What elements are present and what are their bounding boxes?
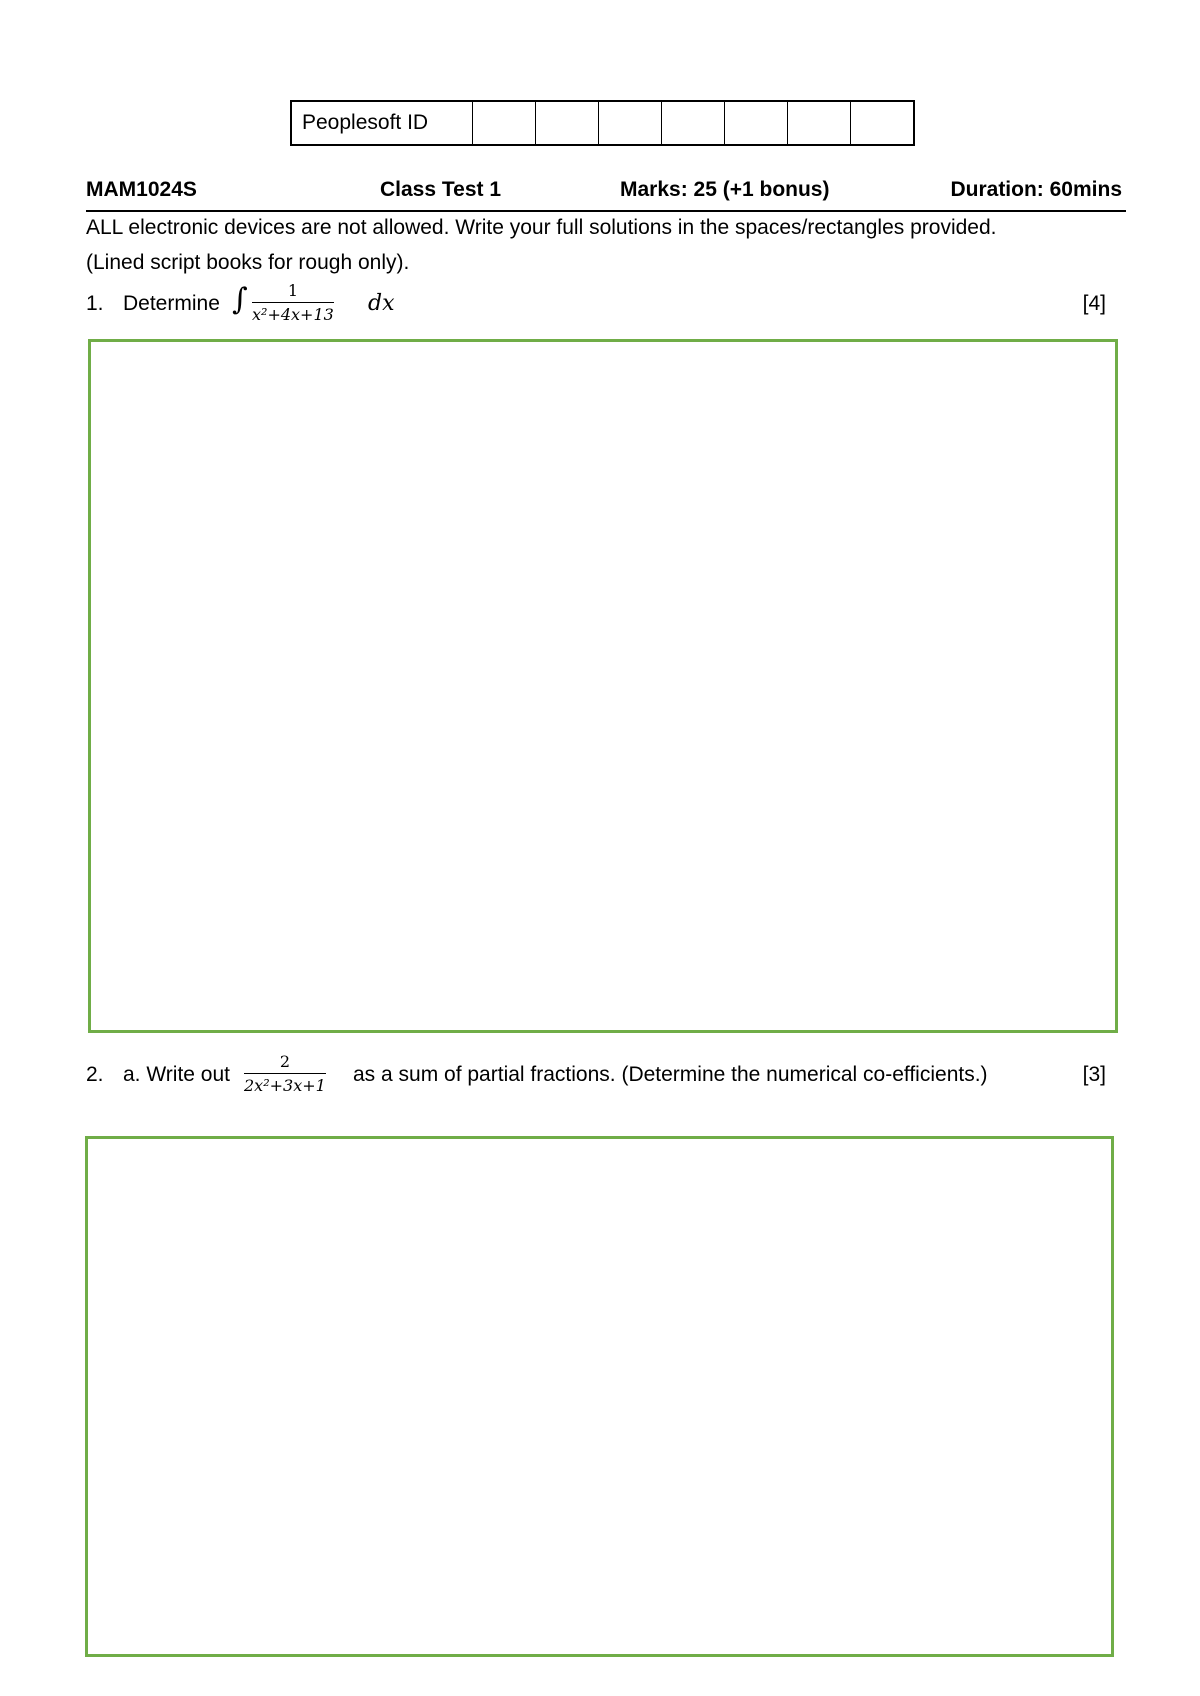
course-code: MAM1024S (86, 178, 197, 201)
total-marks: Marks: 25 (+1 bonus) (620, 178, 830, 201)
id-digit-cell[interactable] (851, 101, 915, 145)
question-marks: [3] (1082, 1063, 1106, 1086)
peoplesoft-id-label: Peoplesoft ID (291, 101, 473, 145)
peoplesoft-id-table (290, 100, 915, 146)
test-title: Class Test 1 (380, 178, 502, 201)
id-digit-cell[interactable] (788, 101, 851, 145)
fraction (252, 281, 334, 324)
fraction-denominator: 2x²+3x+1 (244, 1073, 326, 1095)
fraction-denominator: x²+4x+13 (252, 302, 334, 324)
fraction-numerator: 1 (287, 281, 298, 300)
differential: dx (368, 291, 395, 316)
id-digit-cell[interactable] (725, 101, 788, 145)
question-marks: [4] (1082, 292, 1106, 315)
fraction-numerator: 2 (279, 1052, 290, 1071)
question-1 (86, 281, 1106, 331)
id-digit-cell[interactable] (536, 101, 599, 145)
id-digit-cell[interactable] (662, 101, 725, 145)
question-text: a. Write out (123, 1063, 230, 1086)
answer-box-question-1[interactable] (88, 339, 1118, 1033)
id-digit-cell[interactable] (599, 101, 662, 145)
question-number: 2. (86, 1063, 104, 1086)
integral-symbol: ∫ (232, 282, 248, 317)
question-text: Determine (123, 292, 220, 315)
instruction-line-1: ALL electronic devices are not allowed. Write your full solutions in the spaces/rectangles provided. (86, 216, 997, 239)
answer-box-question-2[interactable] (85, 1136, 1114, 1657)
duration: Duration: 60mins (950, 178, 1122, 201)
question-2 (86, 1052, 1106, 1102)
question-text-continued: as a sum of partial fractions. (Determine the numerical co-efficients.) (353, 1063, 988, 1086)
id-digit-cell[interactable] (473, 101, 536, 145)
fraction (244, 1052, 326, 1095)
instruction-line-2: (Lined script books for rough only). (86, 251, 410, 274)
test-header (86, 174, 1126, 212)
question-number: 1. (86, 292, 104, 315)
